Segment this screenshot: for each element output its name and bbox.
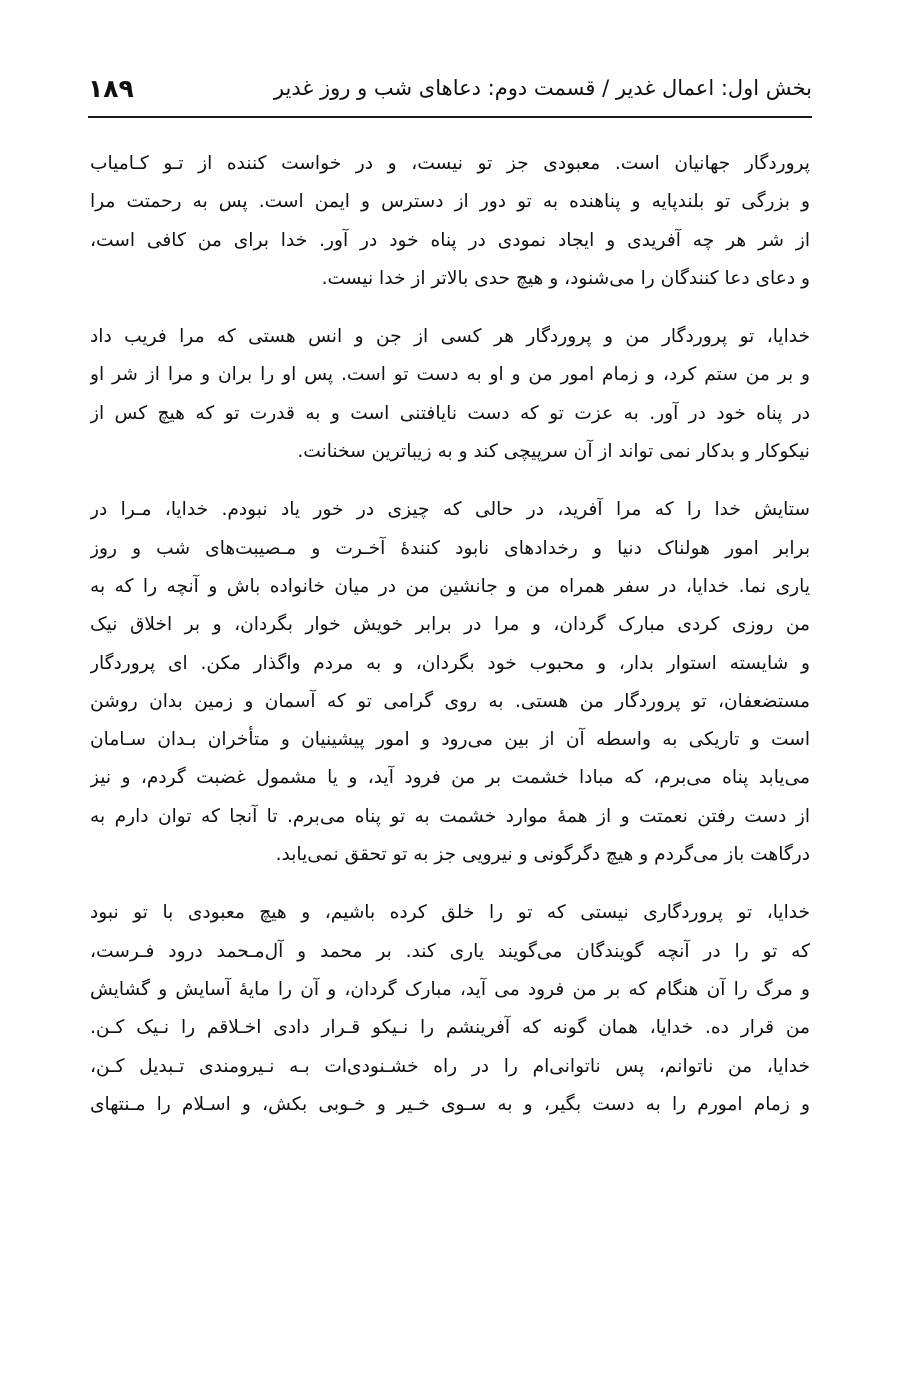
running-header: [88, 66, 812, 118]
text-line: در پناه خود در آور. به عزت تو که دست نایافتنی است و به قدرت تو که هیچ کس از: [90, 402, 810, 424]
text-line: می‌یابد پناه می‌برم، که مبادا خشمت بر من فرود آید، و یا مشمول غضبت گردم، و نیز: [90, 767, 810, 789]
text-line: و دعای دعا کنندگان را می‌شنود، و هیچ حدی بالاتر از خدا نیست.: [321, 267, 810, 289]
text-line: که تو را در آنچه گویندگان می‌گویند یاری کند. بر محمد و آل‌مـحمد درود فـرست،: [90, 940, 810, 962]
text-line: و زمام امورم را به دست بگیر، و به سـوی خـیر و خـوبی بکش، و اسـلام را مـنتهای: [90, 1093, 810, 1115]
text-line: و بزرگی تو بلندپایه و پناهنده به تو دور از دسترس و ایمن است. پس به رحمتت مرا: [90, 191, 810, 213]
paragraph: [90, 894, 810, 1124]
text-line: خدایا، تو پروردگار من و پروردگار هر کسی از جن و انس هستی که مرا فریب داد: [90, 326, 810, 348]
text-line: ستایش خدا را که مرا آفرید، در حالی که چیزی در خور یاد نبودم. خدایا، مـرا در: [90, 499, 810, 521]
text-line: پروردگار جهانیان است. معبودی جز تو نیست، و در خواست کننده از تـو کـامیاب: [90, 153, 810, 174]
body-text: [90, 145, 810, 1144]
text-line: برابر امور هولناک دنیا و رخدادهای نابود کنندۀ آخـرت و مـصیبت‌های شب و روز: [90, 537, 810, 559]
text-line: و مرگ را آن هنگام که بر من فرود می آید، مبارک گردان، و آن را مایۀ آسایش و گشایش: [90, 978, 810, 1000]
text-line: درگاهت باز می‌گردم و هیچ دگرگونی و نیرویی جز به تو تحقق نمی‌یابد.: [275, 844, 810, 866]
text-line: من قرار ده. خدایا، همان گونه که آفرینشم را نـیکو قـرار دادی اخـلاقم را نـیک کـن.: [90, 1017, 810, 1039]
text-line: من روزی کردی مبارک گردان، و مرا در برابر خویش خوار بگردان، و بر اخلاق نیک: [90, 614, 810, 636]
text-line: خدایا، من ناتوانم، پس ناتوانی‌ام را در راه خشـنودی‌ات بـه نـیرومندی تـبدیل کـن،: [90, 1055, 810, 1077]
text-line: از شر هر چه آفریدی و ایجاد نمودی در پناه خود در آور. خدا برای من کافی است،: [90, 229, 810, 251]
text-line: است و تاریکی به واسطه آن از بین می‌رود و امور پیشینیان و متأخران بـدان سـامان: [90, 729, 810, 751]
text-line: نیکوکار و بدکار نمی تواند از آن سرپیچی کند و به زیباترین سخنانت.: [297, 441, 810, 463]
page-number: ۱۸۹: [88, 74, 134, 103]
text-line: و شایسته استوار بدار، و محبوب خود بگردان، و به مردم واگذار مکن. ای پروردگار: [90, 652, 810, 674]
paragraph: [90, 318, 810, 471]
text-line: یاری نما. خدایا، در سفر همراه من و جانشین من در میان خانواده باش و آنچه را که به: [90, 575, 810, 597]
text-line: از دست رفتن نعمتت و از همۀ موارد خشمت به تو پناه می‌برم. تا آنجا که توان دارم به: [90, 805, 810, 827]
text-line: و بر من ستم کرد، و زمام امور من و او به دست تو است. پس او را بران و مرا از شر او: [90, 364, 810, 386]
paragraph: [90, 491, 810, 874]
header-title: بخش اول: اعمال غدیر / قسمت دوم: دعاهای شب و روز غدیر: [273, 76, 812, 101]
text-line: خدایا، تو پروردگاری نیستی که تو را خلق کرده باشیم، و هیچ معبودی با تو نبود: [90, 902, 810, 924]
text-line: مستضعفان، تو پروردگار من هستی. به روی گرامی تو که آسمان و زمین بدان روشن: [90, 690, 810, 712]
paragraph: [90, 145, 810, 298]
